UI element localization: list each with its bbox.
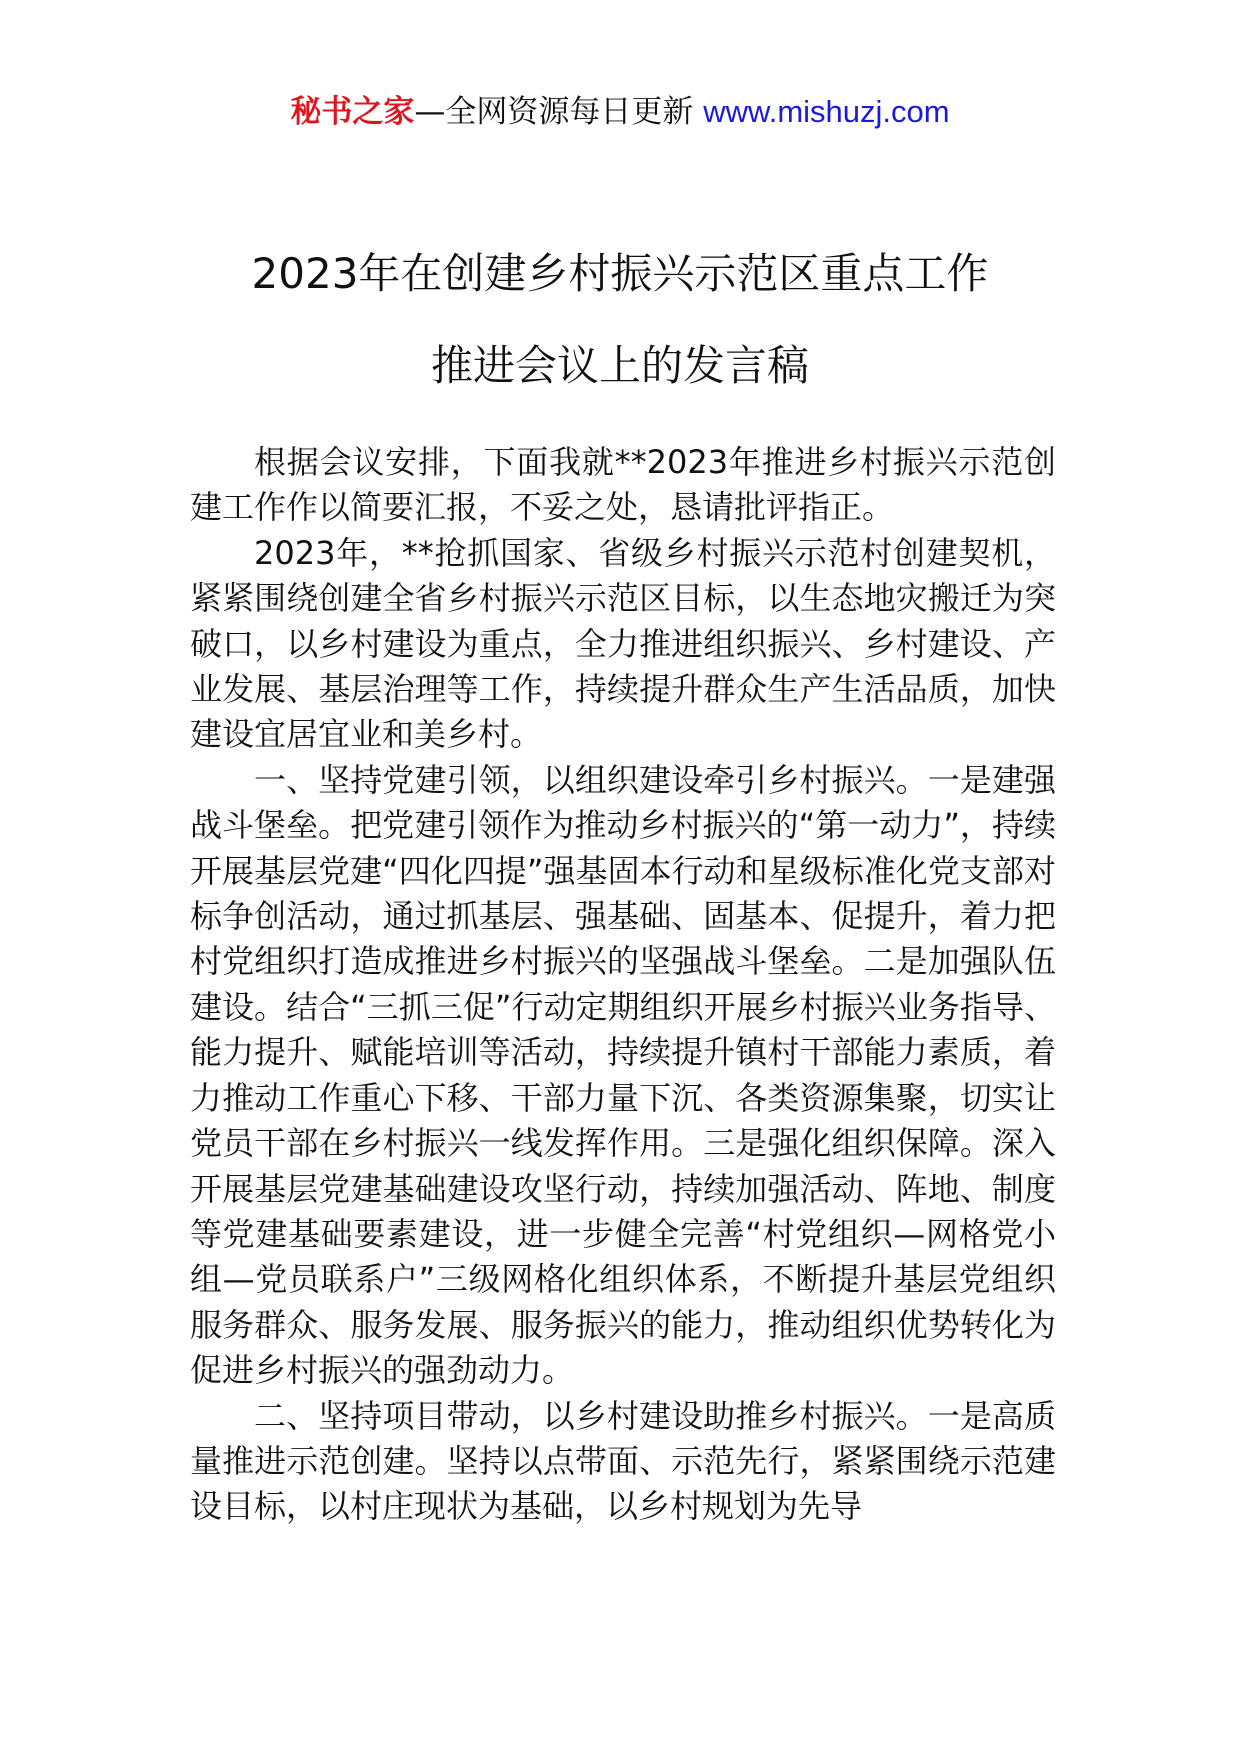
title-line-2: 推进会议上的发言稿 [430,341,809,390]
document-title [0,228,1240,412]
document-body [190,440,1056,1530]
paragraph-section-1: 一、坚持党建引领，以组织建设牵引乡村振兴。一是建强战斗堡垒。把党建引领作为推动乡村振兴的“第一动力”，持续开展基层党建“四化四提”强基固本行动和星级标准化党支部对标争创活动，通过抓基层、强基础、固基本、促提升，着力把村党组织打造成推进乡村振兴的坚强战斗堡垒。二是加强队伍建设。结合“三抓三促”行动定期组织开展乡村振兴业务指导、能力提升、赋能培训等活动，持续提升镇村干部能力素质，着力推动工作重心下移、干部力量下沉、各类资源集聚，切实让党员干部在乡村振兴一线发挥作用。三是强化组织保障。深入开展基层党建基础建设攻坚行动，持续加强活动、阵地、制度等党建基础要素建设，进一步健全完善“村党组织—网格党小组—党员联系户”三级网格化组织体系，不断提升基层党组织服务群众、服务发展、服务振兴的能力，推动组织优势转化为促进乡村振兴的强劲动力。 [190,760,1056,1390]
site-slogan: —全网资源每日更新 [414,94,694,130]
title-line-1: 2023年在创建乡村振兴示范区重点工作 [251,249,989,298]
site-header [0,92,1240,132]
paragraph-intro: 根据会议安排，下面我就**2023年推进乡村振兴示范创建工作作以简要汇报，不妥之处，恳请批评指正。 [190,443,1056,527]
site-name: 秘书之家 [290,94,415,130]
paragraph-overview: 2023年，**抢抓国家、省级乡村振兴示范村创建契机，紧紧围绕创建全省乡村振兴示范区目标，以生态地灾搬迁为突破口，以乡村建设为重点，全力推进组织振兴、乡村建设、产业发展、基层治理等工作，持续提升群众生产生活品质，加快建设宜居宜业和美乡村。 [190,533,1056,754]
site-url-link[interactable]: www.mishuzj.com [703,94,950,129]
paragraph-section-2: 二、坚持项目带动，以乡村建设助推乡村振兴。一是高质量推进示范创建。坚持以点带面、示范先行，紧紧围绕示范建设目标，以村庄现状为基础，以乡村规划为先导 [190,1396,1056,1526]
